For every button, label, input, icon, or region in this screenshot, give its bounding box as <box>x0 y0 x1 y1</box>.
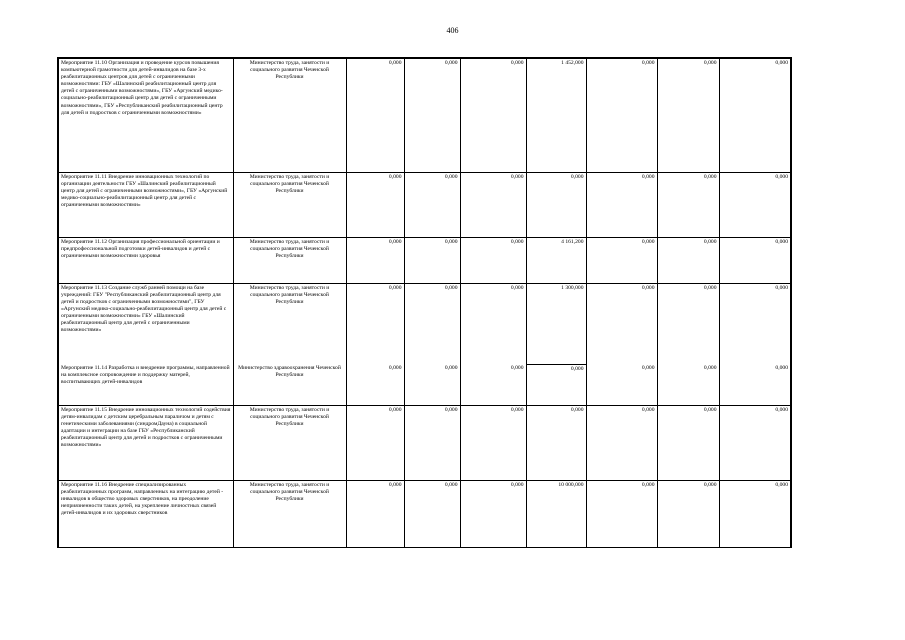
measure-executor: Министерство труда, занятости и социального развития Чеченской Республики <box>233 237 346 283</box>
value-cell: 0,000 <box>657 237 719 283</box>
value-cell: 0,000 <box>586 172 657 237</box>
value-cell: 0,000 <box>586 364 657 405</box>
value-cell: 0,000 <box>657 364 719 405</box>
value-cell: 0,000 <box>719 405 791 480</box>
value-cell: 0,000 <box>404 172 460 237</box>
value-cell: 0,000 <box>719 172 791 237</box>
measure-description: Мероприятие 11.15 Внедрение инновационных технологий содействия детям-инвалидам с детским церебральным параличом и детям с генетическими заболеваниями (синдромДауна) в социальной адаптации и интеграции на базе ГБУ «Республиканский реабилитационный центр для детей и подростков с ограниченными возможностями» <box>58 405 233 480</box>
program-measures-table <box>57 57 792 548</box>
measure-description: Мероприятие 11.12 Организация профессиональной ориентации и предпрофессиональной подготовки детей-инвалидов и детей с ограниченными возможностями здоровья <box>58 237 233 283</box>
value-cell: 0,000 <box>526 405 586 480</box>
value-cell: 0,000 <box>460 364 526 405</box>
value-cell: 0,000 <box>586 58 657 172</box>
value-cell: 0,000 <box>719 283 791 364</box>
value-cell: 0,000 <box>404 58 460 172</box>
value-cell: 0,000 <box>460 283 526 364</box>
value-cell: 1 300,000 <box>526 283 586 364</box>
table-row <box>58 405 791 480</box>
measure-description: Мероприятие 11.11 Внедрение инновационных технологий по организации деятельности ГБУ «Шалинский реабилитационный центр для детей с ограниченными возможностями», ГБУ «Аргунский медико-социально-реабилитационный центр для детей с ограниченными возможностями» <box>58 172 233 237</box>
measure-executor: Министерство здравоохранения Чеченской Республики <box>233 364 346 405</box>
value-cell: 0,000 <box>586 405 657 480</box>
value-cell: 0,000 <box>657 58 719 172</box>
table-row <box>58 237 791 283</box>
value-cell: 0,000 <box>460 58 526 172</box>
measure-description: Мероприятие 11.10 Организация и проведение курсов повышения компьютерной грамотности для детей-инвалидов на базе 3-х реабилитационных центров для детей с ограниченными возможностями: ГБУ «Шалинский реабилитационный центр для детей с ограниченными возможностями», ГБУ «Аргунский медико-социально-реабилитационный центр для детей с ограниченными возможностями», ГБУ «Республиканский реабилитационный центр для детей и подростков с ограниченными возможностями» <box>58 58 233 172</box>
value-cell: 0,000 <box>586 283 657 364</box>
value-cell: 0,000 <box>460 405 526 480</box>
measure-executor: Министерство труда, занятости и социального развития Чеченской Республики <box>233 58 346 172</box>
measure-executor: Министерство труда, занятости и социального развития Чеченской Республики <box>233 283 346 364</box>
value-cell: 0,000 <box>719 58 791 172</box>
table-row <box>58 283 791 364</box>
table-row <box>58 58 791 172</box>
value-cell: 0,000 <box>404 364 460 405</box>
measure-description: Мероприятие 11.16 Внедрение специализированных реабилитационных программ, направленных на интеграцию детей - инвалидов в общество здоровых сверстников, на преодоление неприязненности таких детей, на укрепление личностных связей детей-инвалидов и их здоровых сверстников <box>58 480 233 547</box>
value-cell: 0,000 <box>404 283 460 364</box>
value-cell: 0,000 <box>346 405 404 480</box>
value-cell: 0,000 <box>526 364 586 405</box>
measure-executor: Министерство труда, занятости и социального развития Чеченской Республики <box>233 172 346 237</box>
value-cell: 0,000 <box>719 364 791 405</box>
value-cell: 0,000 <box>346 58 404 172</box>
value-cell: 0,000 <box>404 480 460 547</box>
value-cell: 0,000 <box>460 172 526 237</box>
value-cell: 0,000 <box>586 480 657 547</box>
measure-executor: Министерство труда, занятости и социального развития Чеченской Республики <box>233 480 346 547</box>
table-row <box>58 172 791 237</box>
value-cell: 0,000 <box>657 480 719 547</box>
measure-description: Мероприятие 11.13 Создание служб ранней помощи на базе учреждений: ГБУ "Республиканский реабилитационный центр для детей и подростков с ограниченными возможностями", ГБУ «Аргунский медико-социально-реабилитационный центр для детей с ограниченными возможностями» ГБУ «Шалинский реабилитационный центр для детей с ограниченными возможностями» <box>58 283 233 364</box>
value-cell: 4 161,200 <box>526 237 586 283</box>
measure-description: Мероприятие 11.14 Разработка и внедрение программы, направленной на комплексное сопровождение и поддержку матерей, воспитывающих детей-инвалидов <box>58 364 233 405</box>
page-number: 406 <box>446 26 459 35</box>
table-row <box>58 480 791 547</box>
value-cell: 0,000 <box>719 237 791 283</box>
value-cell: 0,000 <box>657 172 719 237</box>
value-cell: 0,000 <box>460 480 526 547</box>
value-cell: 0,000 <box>657 283 719 364</box>
value-cell: 0,000 <box>657 405 719 480</box>
value-cell: 0,000 <box>460 237 526 283</box>
value-cell: 10 000,000 <box>526 480 586 547</box>
value-cell: 0,000 <box>404 237 460 283</box>
value-cell: 0,000 <box>586 237 657 283</box>
value-cell: 0,000 <box>404 405 460 480</box>
value-cell: 0,000 <box>346 283 404 364</box>
value-cell: 0,000 <box>346 172 404 237</box>
value-cell: 0,000 <box>346 480 404 547</box>
value-cell: 0,000 <box>346 364 404 405</box>
value-cell: 1 452,000 <box>526 58 586 172</box>
table-row <box>58 364 791 405</box>
value-cell: 0,000 <box>346 237 404 283</box>
value-cell: 0,000 <box>526 172 586 237</box>
value-cell: 0,000 <box>719 480 791 547</box>
measure-executor: Министерство труда, занятости и социального развития Чеченской Республики <box>233 405 346 480</box>
